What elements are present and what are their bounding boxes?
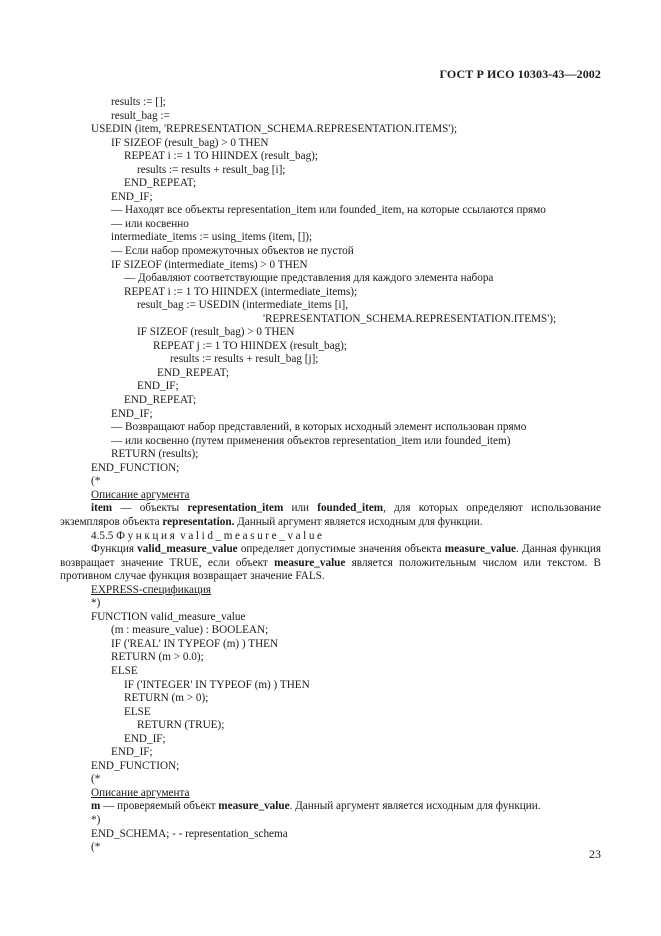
function-name: valid_measure_value bbox=[137, 543, 238, 556]
code-line: RETURN (TRUE); bbox=[137, 719, 225, 732]
code-line: IF SIZEOF (result_bag) > 0 THEN bbox=[111, 136, 269, 149]
code-block-using-representations bbox=[60, 96, 601, 489]
code-line: intermediate_items := using_items (item, []); bbox=[111, 231, 313, 244]
code-line: (* bbox=[91, 773, 101, 786]
code-line: END_SCHEMA; - - representation_schema bbox=[91, 827, 288, 840]
code-line: results := results + result_bag [j]; bbox=[170, 353, 319, 366]
code-line: END_IF; bbox=[111, 190, 153, 203]
code-line: results := []; bbox=[111, 96, 166, 108]
text-run: . Данный аргумент является исходным для функции. bbox=[289, 800, 541, 813]
code-line: RETURN (results); bbox=[111, 448, 199, 461]
page-content bbox=[60, 96, 601, 855]
code-line: IF SIZEOF (result_bag) > 0 THEN bbox=[137, 326, 295, 339]
code-line: ELSE bbox=[124, 705, 151, 718]
code-line: (m : measure_value) : BOOLEAN; bbox=[111, 624, 269, 637]
code-line: REPEAT j := 1 TO HIINDEX (result_bag); bbox=[153, 339, 347, 352]
entity-name: measure_value bbox=[444, 543, 517, 556]
code-line: *) bbox=[91, 597, 101, 610]
code-line: IF ('INTEGER' IN TYPEOF (m) ) THEN bbox=[124, 678, 310, 691]
code-line: IF ('REAL' IN TYPEOF (m) ) THEN bbox=[111, 637, 279, 650]
code-comment: — Возвращают набор представлений, в которых исходный элемент использован прямо bbox=[111, 421, 527, 434]
page-number: 23 bbox=[589, 847, 601, 861]
code-line: END_IF; bbox=[111, 746, 153, 759]
code-line: END_FUNCTION; bbox=[91, 759, 180, 772]
argument-description-paragraph bbox=[60, 800, 601, 814]
entity-name: measure_value bbox=[218, 800, 290, 813]
argument-description-heading: Описание аргумента bbox=[91, 488, 190, 501]
text-run: — объекты bbox=[112, 502, 188, 515]
express-specification-heading: EXPRESS-спецификация bbox=[91, 583, 212, 596]
text-run: — проверяемый объект bbox=[100, 800, 219, 813]
code-line: *) bbox=[91, 813, 101, 826]
code-line: END_REPEAT; bbox=[124, 394, 197, 407]
code-line: REPEAT i := 1 TO HIINDEX (intermediate_items); bbox=[124, 285, 358, 298]
function-description-paragraph bbox=[60, 543, 601, 584]
code-line: ELSE bbox=[111, 664, 138, 677]
code-line: 'REPRESENTATION_SCHEMA.REPRESENTATION.ITEMS'); bbox=[263, 312, 557, 325]
text-run: или bbox=[283, 502, 318, 515]
code-line: result_bag := bbox=[111, 109, 170, 122]
code-line: USEDIN (item, 'REPRESENTATION_SCHEMA.REPRESENTATION.ITEMS'); bbox=[91, 123, 458, 136]
code-comment: — или косвенно (путем применения объектов representation_item или founded_item) bbox=[111, 434, 511, 447]
arg-name: item bbox=[91, 502, 113, 515]
code-line: results := results + result_bag [i]; bbox=[137, 163, 286, 176]
code-line: FUNCTION valid_measure_value bbox=[91, 610, 246, 623]
arg-name: m bbox=[91, 800, 101, 813]
code-line: END_REPEAT; bbox=[157, 366, 230, 379]
code-line: result_bag := USEDIN (intermediate_items [i], bbox=[137, 299, 349, 312]
code-comment: — Добавляют соответствующие представления для каждого элемента набора bbox=[124, 272, 494, 285]
code-line: IF SIZEOF (intermediate_items) > 0 THEN bbox=[111, 258, 308, 271]
code-line: REPEAT i := 1 TO HIINDEX (result_bag); bbox=[124, 150, 318, 163]
section-title-word: Функция bbox=[116, 529, 178, 542]
entity-name: representation. bbox=[162, 515, 235, 528]
code-line: RETURN (m > 0); bbox=[124, 692, 209, 705]
text-run: Данный аргумент является исходным для функции. bbox=[234, 515, 483, 528]
code-line: END_IF; bbox=[124, 732, 166, 745]
section-heading bbox=[60, 530, 601, 544]
code-line: (* bbox=[91, 841, 101, 854]
text-run: определяет допустимые значения объекта bbox=[237, 543, 445, 556]
entity-name: measure_value bbox=[274, 556, 346, 569]
text-run: Функция bbox=[91, 543, 138, 556]
code-line: END_IF; bbox=[137, 380, 179, 393]
code-line: RETURN (m > 0.0); bbox=[111, 651, 204, 664]
text-run: . Данная функция возвращает значение TRUE, если объект bbox=[60, 543, 601, 569]
code-line: (* bbox=[91, 475, 101, 488]
entity-name: representation_item bbox=[187, 502, 284, 515]
document-id-header: ГОСТ Р ИСО 10303-43—2002 bbox=[439, 67, 601, 81]
code-line: END_REPEAT; bbox=[124, 177, 197, 190]
argument-description-paragraph bbox=[60, 502, 601, 529]
code-comment: — Если набор промежуточных объектов не пустой bbox=[111, 245, 354, 258]
code-block-valid-measure-value bbox=[60, 597, 601, 787]
section-number: 4.5.5 bbox=[91, 529, 114, 542]
text-run: является положительным числом или текстом. В противном случае функция возвращает значение FALS. bbox=[60, 556, 601, 583]
argument-description-heading: Описание аргумента bbox=[91, 786, 190, 799]
code-block-end-schema bbox=[60, 814, 601, 855]
section-function-name: valid_measure_value bbox=[180, 529, 325, 542]
code-line: END_FUNCTION; bbox=[91, 461, 180, 474]
text-run: , для которых определяют использование экземпляров объекта bbox=[60, 502, 601, 528]
code-comment: — Находят все объекты representation_item или founded_item, на которые ссылаются прямо bbox=[111, 204, 546, 217]
code-comment: — или косвенно bbox=[111, 217, 189, 230]
entity-name: founded_item bbox=[317, 502, 384, 515]
code-line: END_IF; bbox=[111, 407, 153, 420]
